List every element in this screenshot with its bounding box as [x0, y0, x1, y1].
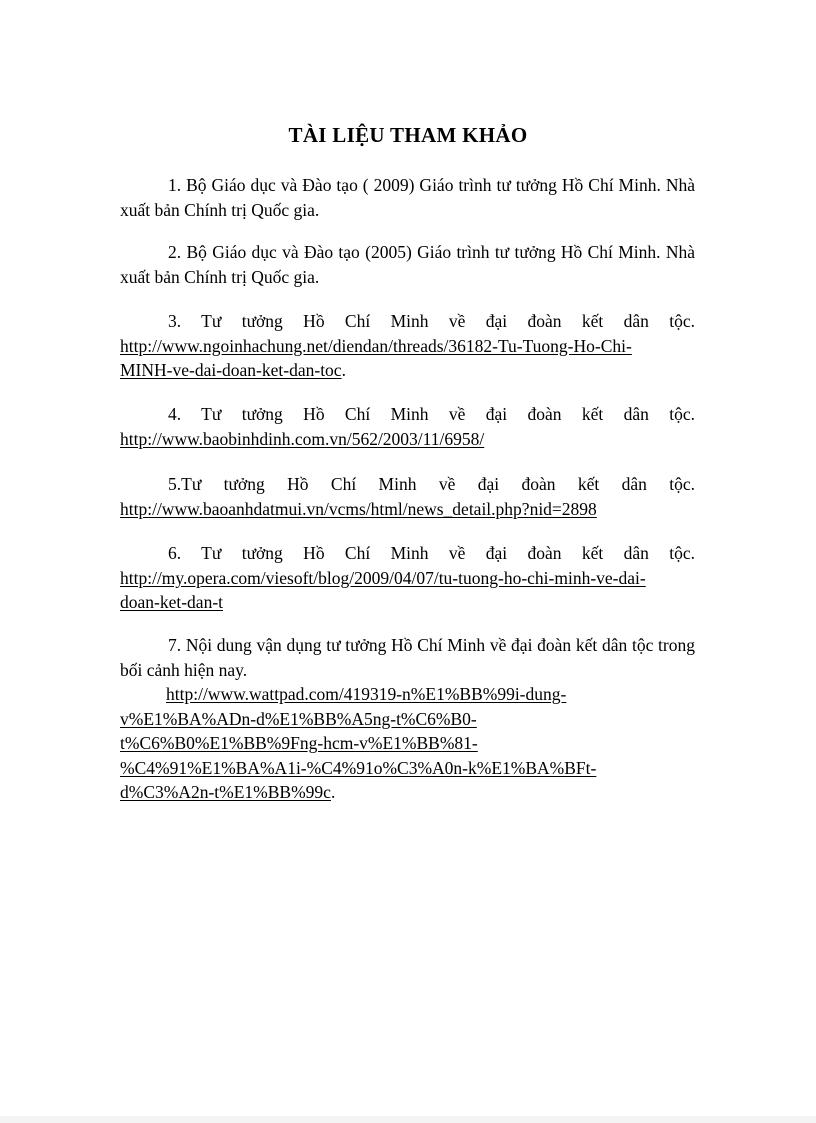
- reference-link-line[interactable]: %C4%91%E1%BA%A1i-%C4%91o%C3%A0n-k%E1%BA%BFt-: [120, 757, 597, 778]
- reference-link[interactable]: [120, 427, 695, 452]
- reference-item-4: [120, 402, 695, 451]
- reference-link-line[interactable]: http://www.wattpad.com/419319-n%E1%BB%99i-dung-: [166, 684, 567, 704]
- reference-item-1: [120, 173, 695, 222]
- reference-link-line[interactable]: http://my.opera.com/viesoft/blog/2009/04/07/tu-tuong-ho-chi-minh-ve-dai-: [120, 567, 646, 588]
- reference-text: 7. Nội dung vận dụng tư tưởng Hồ Chí Minh về đại đoàn kết dân tộc trong bối cảnh hiện nay.: [120, 635, 695, 680]
- reference-link-line[interactable]: doan-ket-dan-t: [120, 592, 224, 612]
- reference-item-2: [120, 240, 695, 289]
- reference-item-7: [120, 633, 695, 805]
- reference-link-line[interactable]: http://www.ngoinhachung.net/diendan/threads/36182-Tu-Tuong-Ho-Chi-: [120, 335, 632, 356]
- reference-link-line[interactable]: t%C6%B0%E1%BB%9Fng-hcm-v%E1%BB%81-: [120, 733, 478, 753]
- reference-link-line[interactable]: http://www.baoanhdatmui.vn/vcms/html/news_detail.php?nid=2898: [120, 498, 597, 519]
- reference-link[interactable]: [120, 566, 695, 615]
- reference-link[interactable]: [120, 497, 695, 522]
- page-bottom-edge: [0, 1116, 816, 1123]
- reference-text: 1. Bộ Giáo dục và Đào tạo ( 2009) Giáo trình tư tưởng Hồ Chí Minh. Nhà xuất bản Chính trị Quốc gia.: [120, 175, 695, 220]
- reference-text: 3. Tư tưởng Hồ Chí Minh về đại đoàn kết dân tộc.: [168, 311, 695, 331]
- page-title: TÀI LIỆU THAM KHẢO: [288, 123, 528, 147]
- reference-link-line[interactable]: d%C3%A2n-t%E1%BB%99c: [120, 782, 331, 802]
- reference-item-6: [120, 541, 695, 615]
- reference-text: 5.Tư tưởng Hồ Chí Minh về đại đoàn kết dân tộc.: [168, 474, 695, 494]
- reference-text: 4. Tư tưởng Hồ Chí Minh về đại đoàn kết dân tộc.: [168, 404, 695, 424]
- reference-item-5: [120, 472, 695, 521]
- reference-link-line[interactable]: http://www.baobinhdinh.com.vn/562/2003/11/6958/: [120, 428, 485, 449]
- reference-trail: .: [330, 782, 336, 802]
- reference-link-line[interactable]: MINH-ve-dai-doan-ket-dan-toc: [120, 360, 342, 380]
- reference-item-3: [120, 309, 695, 383]
- reference-link-line[interactable]: v%E1%BA%ADn-d%E1%BB%A5ng-t%C6%B0-: [120, 708, 477, 729]
- reference-trail: .: [341, 360, 346, 380]
- reference-text: 2. Bộ Giáo dục và Đào tạo (2005) Giáo trình tư tưởng Hồ Chí Minh. Nhà xuất bản Chính trị Quốc gia.: [120, 242, 695, 287]
- reference-text: 6. Tư tưởng Hồ Chí Minh về đại đoàn kết dân tộc.: [168, 543, 695, 563]
- reference-link[interactable]: [120, 334, 695, 383]
- reference-link[interactable]: [120, 682, 695, 805]
